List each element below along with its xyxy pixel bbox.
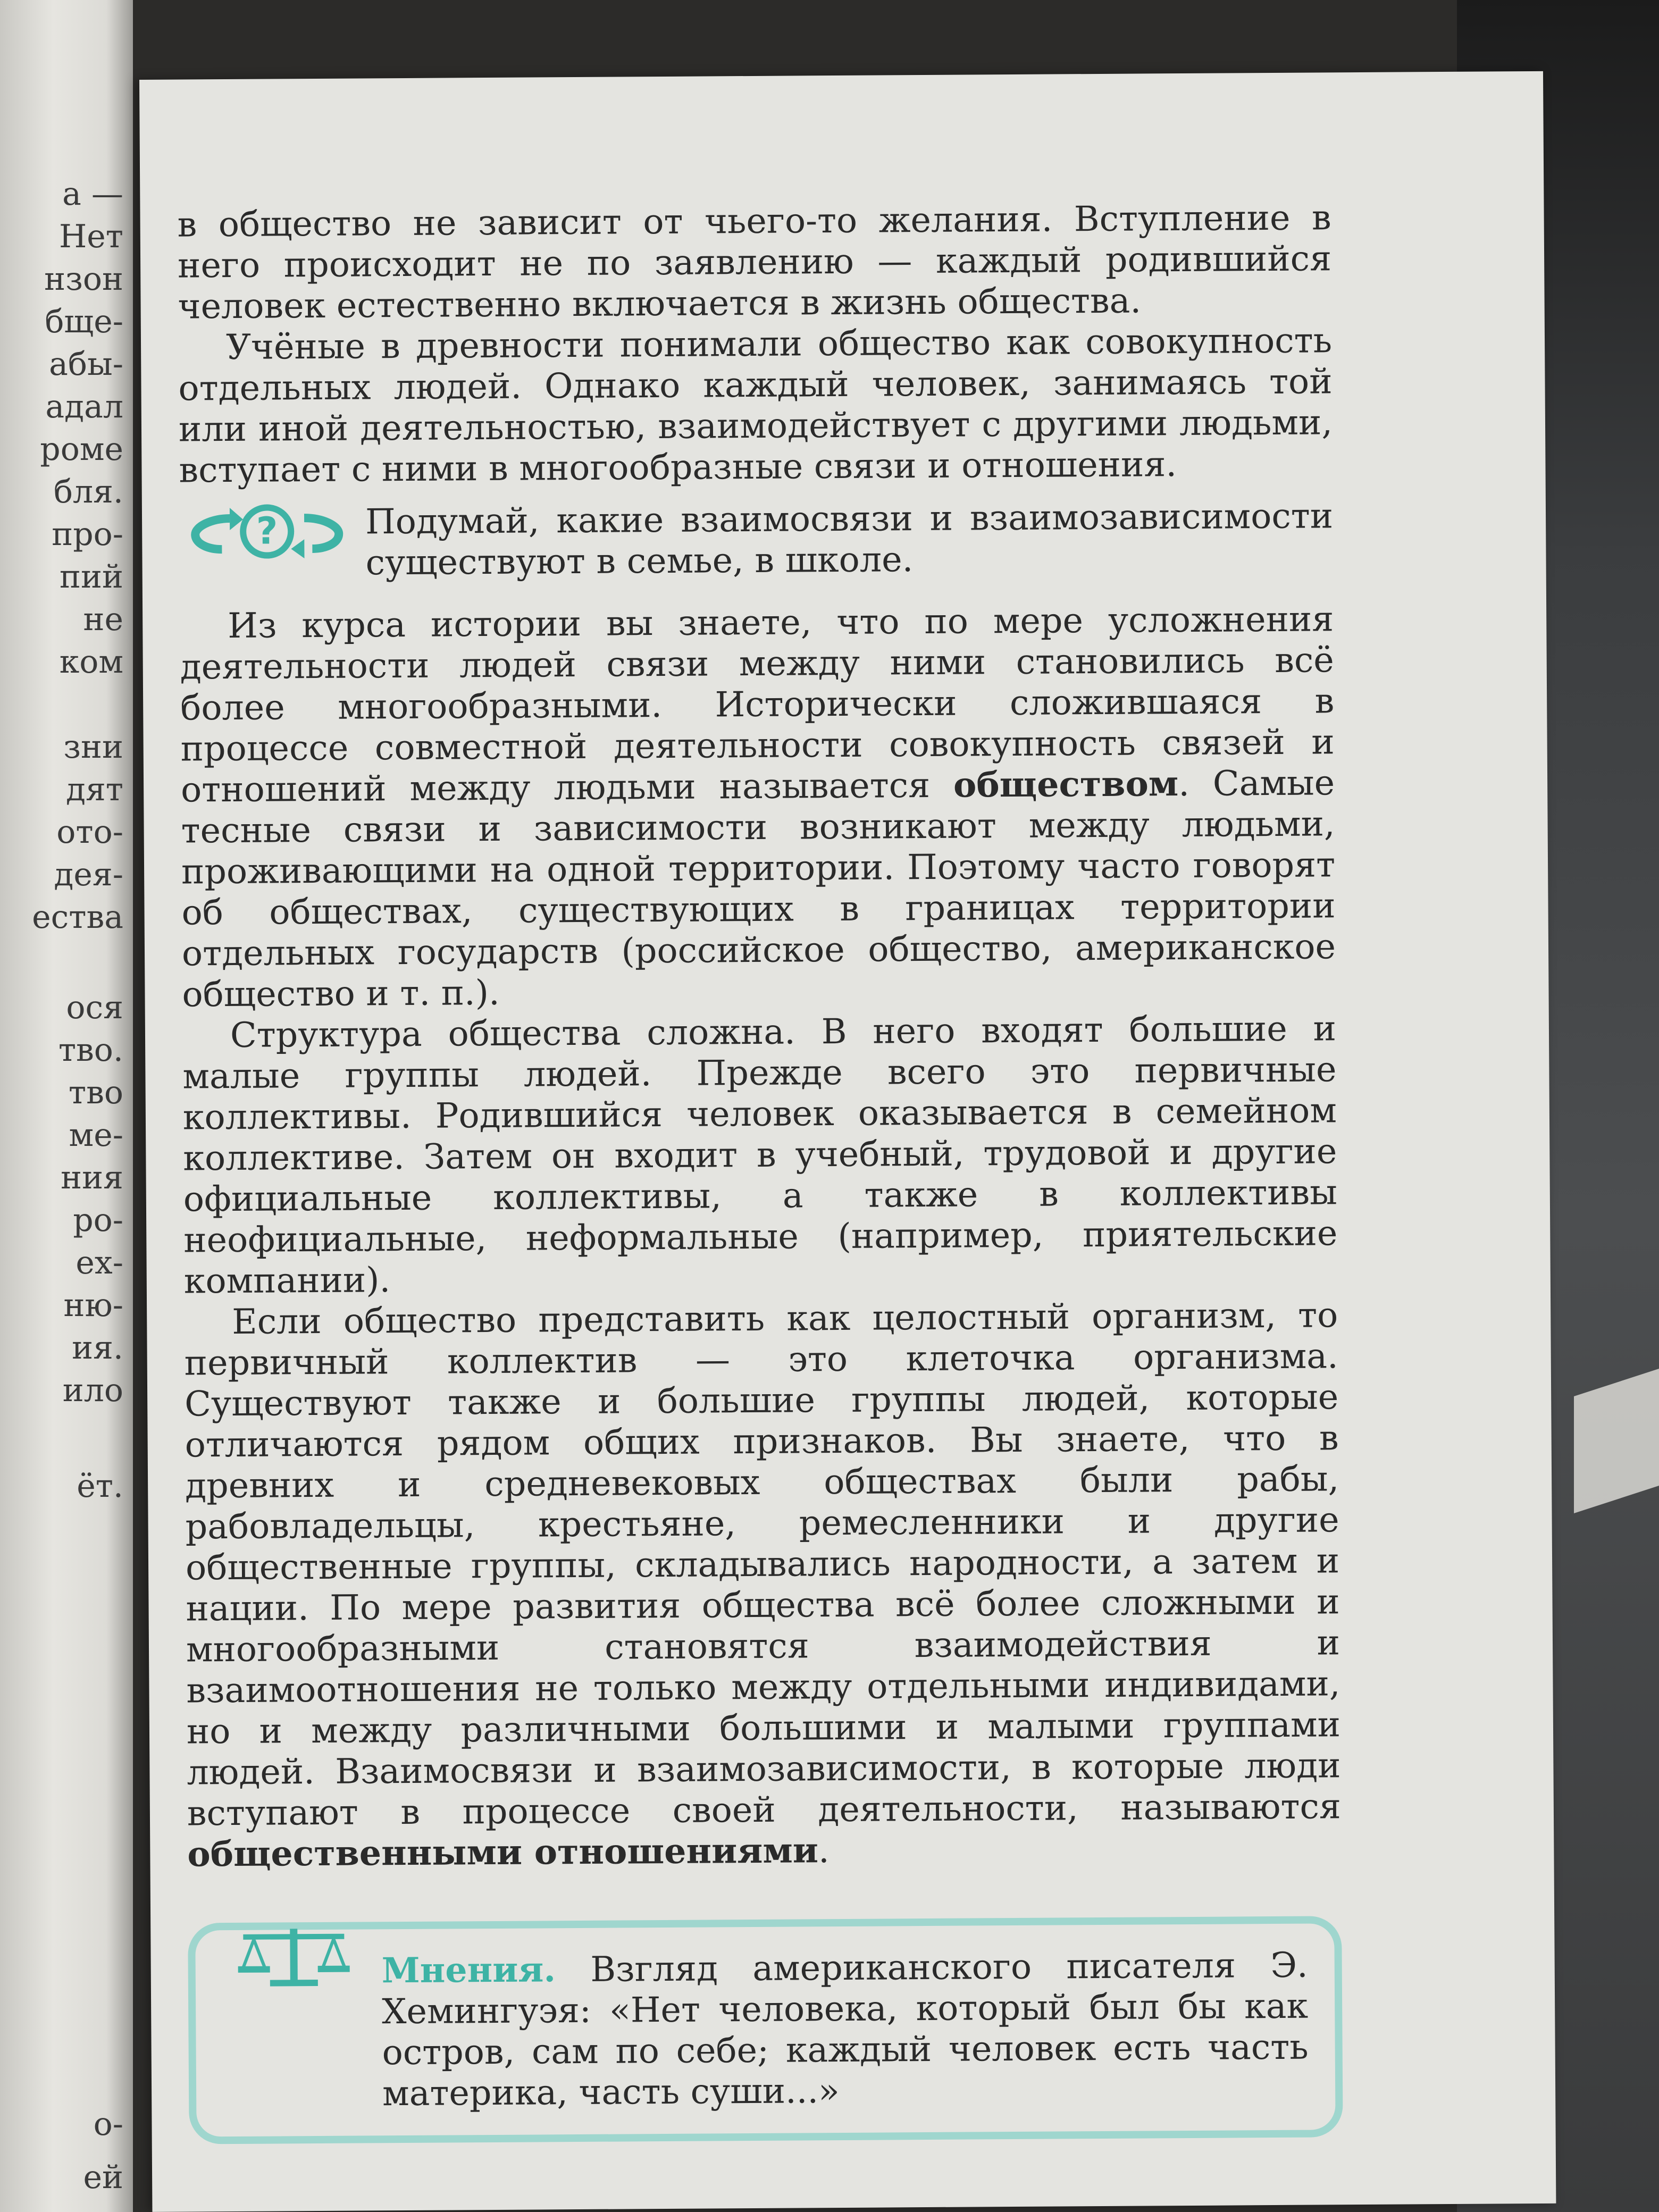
- left-page: [0, 0, 133, 2212]
- scales-icon: [232, 1924, 355, 1989]
- paragraph-2: Учёные в древности понимали общество как совокупность отдельных людей. Однако каждый человек, занимаясь той или иной деятельностью, взаимодействует с другими людьми, вступает с ними в многообразные связи и отношения.: [178, 321, 1333, 491]
- left-page-fragment: бще-: [45, 303, 123, 340]
- paragraph-1: в общество не зависит от чьего-то желания. Вступление в него происходит не по заявлению — каждый родившийся человек естественно включается в жизнь общества.: [177, 198, 1332, 327]
- left-page-fragment: нзон: [44, 261, 123, 298]
- left-page-fragment: ния: [61, 1159, 123, 1196]
- left-page-fragment: о-: [93, 2106, 123, 2143]
- left-page-fragment: дея-: [54, 856, 123, 893]
- left-page-fragment: адал: [45, 388, 123, 425]
- left-page-fragment: ото-: [56, 814, 123, 851]
- left-page-fragment: про-: [52, 516, 123, 553]
- left-page-fragment: тво: [68, 1074, 123, 1111]
- think-block: [179, 496, 1334, 584]
- left-page-fragment: ества: [32, 899, 123, 936]
- left-page-fragment: ей: [83, 2159, 123, 2196]
- think-text: Подумай, какие взаимосвязи и взаимозависимости существуют в семье, в школе.: [365, 496, 1334, 583]
- opinion-label: Мнения.: [381, 1949, 556, 1991]
- left-page-fragment: ося: [66, 989, 123, 1026]
- left-page-fragment: ню-: [63, 1287, 123, 1324]
- textbook-page: [139, 71, 1556, 2212]
- paragraph-3-part-a: Из курса истории вы знаете, что по мере усложнения деятельности людей связи между ними становились всё более многообразными. Исторически сложившаяся в процессе совместной деятельности совокупность связей и отношений между людьми называется: [180, 599, 1335, 810]
- paragraph-3: [180, 599, 1336, 1015]
- left-page-fragment: пий: [60, 558, 123, 596]
- left-page-fragment: дят: [66, 771, 123, 808]
- paragraph-5-part-b: .: [818, 1831, 830, 1871]
- paragraph-5-part-a: Если общество представить как целостный организм, то первичный коллектив — это клеточка организма. Существуют также и большие группы людей, которые отличаются рядом общих признаков. Вы знаете, что в древних и средневековых обществах были рабы, рабовладельцы, крестьяне, ремесленники и другие общественные группы, складывались народности, а затем и нации. По мере развития общества всё более сложными и многообразными становятся взаимодействия и взаимоотношения не только между отдельными индивидами, но и между различными большими и малыми группами людей. Взаимосвязи и взаимозависимости, в которые люди вступают в процессе своей деятельности, называются: [184, 1295, 1342, 1834]
- left-page-fragment: бля.: [53, 473, 123, 510]
- left-page-fragment: роме: [40, 431, 123, 468]
- left-page-fragment: Нет: [58, 218, 123, 255]
- left-page-fragment: а —: [62, 175, 123, 213]
- left-page-fragment: зни: [63, 728, 123, 766]
- term-society: обществом: [953, 764, 1179, 806]
- left-page-fragment: ком: [59, 643, 123, 681]
- opinion-box: [188, 1916, 1343, 2144]
- think-arrows-question-icon: [179, 502, 355, 562]
- opinion-lead: [217, 1945, 1309, 2116]
- left-page-fragment: ро-: [73, 1202, 123, 1239]
- term-social-relations: общественными отношениями: [187, 1830, 819, 1875]
- left-page-fragment: ме-: [69, 1117, 123, 1154]
- left-page-fragment: ило: [62, 1372, 123, 1409]
- paragraph-3-part-b: . Самые тесные связи и зависимости возникают между людьми, проживающими на одной территории. Поэтому часто говорят об обществах, существующих в границах территории отдельных государств (российское общество, американское общество и т. п.).: [181, 763, 1336, 1015]
- left-page-fragment: не: [83, 601, 123, 638]
- left-page-fragment: абы-: [49, 346, 123, 383]
- opinion-quote: Взгляд американского писателя Э. Хемингуэя: «Нет человека, который был бы как остров, сам по себе; каждый человек есть часть материка, часть суши...»: [381, 1945, 1309, 2114]
- paragraph-5: [184, 1295, 1342, 1875]
- page-content: [177, 197, 1343, 2144]
- svg-text:?: ?: [256, 509, 278, 553]
- paragraph-4: Структура общества сложна. В него входят большие и малые группы людей. Прежде всего это первичные коллективы. Родившийся человек оказывается в семейном коллективе. Затем он входит в учебный, трудовой и другие официальные коллективы, а также в коллективы неофициальные, неформальные (например, приятельские компании).: [182, 1009, 1338, 1302]
- opinion-text: [217, 1945, 1309, 2116]
- left-page-fragment: ех-: [76, 1244, 123, 1281]
- left-page-fragment: ия.: [72, 1329, 123, 1367]
- left-page-fragment: тво.: [58, 1032, 123, 1069]
- left-page-fragment: ёт.: [77, 1468, 123, 1505]
